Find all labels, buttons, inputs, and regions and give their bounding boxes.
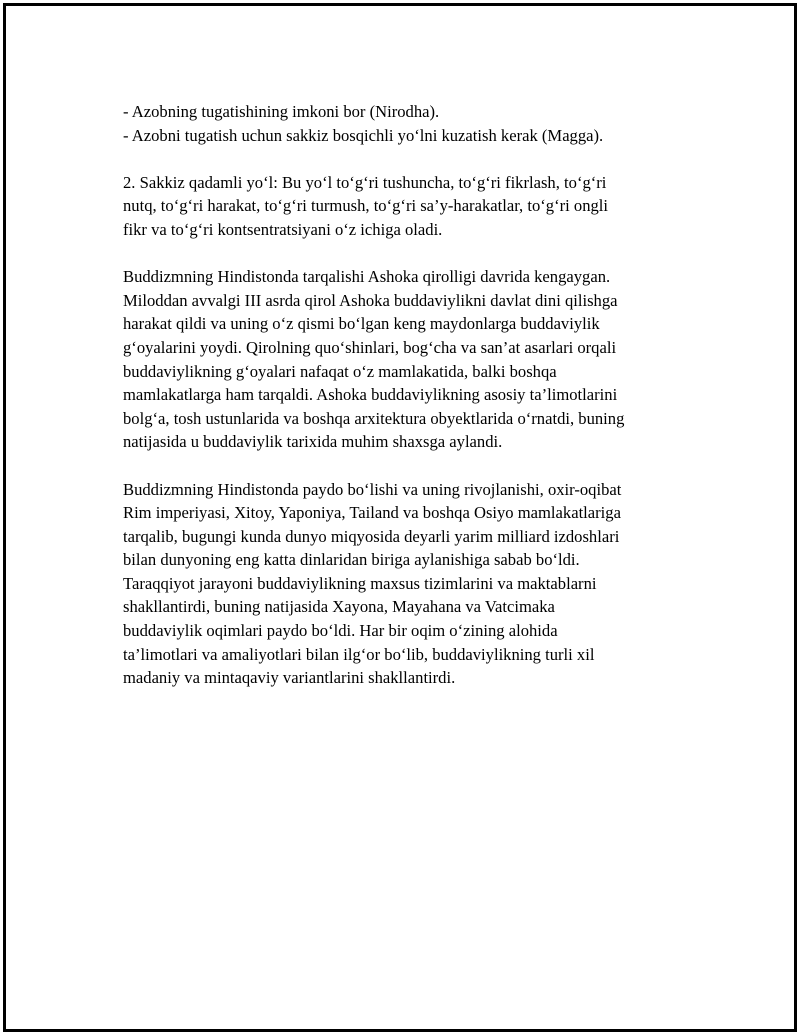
text-line: natijasida u buddaviylik tarixida muhim shaxsga aylandi. bbox=[123, 432, 503, 452]
text-line: harakat qildi va uning o‘z qismi bo‘lgan keng maydonlarga buddaviylik bbox=[123, 314, 600, 334]
bullet-item: - Azobning tugatishining imkoni bor (Nirodha). bbox=[123, 102, 440, 121]
text-line: Miloddan avvalgi III asrda qirol Ashoka buddaviylikni davlat dini qilishga bbox=[123, 290, 618, 310]
paragraph-spread bbox=[123, 478, 683, 690]
text-line: buddaviylikning g‘oyalari nafaqat o‘z mamlakatida, balki boshqa bbox=[123, 361, 557, 381]
text-line: g‘oyalarini yoydi. Qirolning quo‘shinlari, bog‘cha va san’at asarlari orqali bbox=[123, 337, 617, 357]
document-body bbox=[123, 100, 683, 690]
text-line: Buddizmning Hindistonda paydo bo‘lishi va uning rivojlanishi, oxir-oqibat bbox=[123, 479, 622, 499]
paragraph-ashoka bbox=[123, 265, 683, 454]
text-line: 2. Sakkiz qadamli yo‘l: Bu yo‘l to‘g‘ri tushuncha, to‘g‘ri fikrlash, to‘g‘ri bbox=[123, 172, 607, 192]
text-line: fikr va to‘g‘ri kontsentratsiyani o‘z ichiga oladi. bbox=[123, 219, 443, 239]
text-line: bilan dunyoning eng katta dinlaridan biriga aylanishiga sabab bo‘ldi. bbox=[123, 550, 580, 570]
text-line: madaniy va mintaqaviy variantlarini shakllantirdi. bbox=[123, 668, 456, 688]
text-line: mamlakatlarga ham tarqaldi. Ashoka buddaviylikning asosiy ta’limotlarini bbox=[123, 385, 618, 405]
paragraph-eightfold-path bbox=[123, 171, 683, 242]
bullet-item: - Azobni tugatish uchun sakkiz bosqichli yo‘lni kuzatish kerak (Magga). bbox=[123, 125, 604, 145]
page-frame bbox=[3, 3, 797, 1032]
text-line: Rim imperiyasi, Xitoy, Yaponiya, Tailand va boshqa Osiyo mamlakatlariga bbox=[123, 503, 621, 523]
text-line: ta’limotlari va amaliyotlari bilan ilg‘or bo‘lib, buddaviylikning turli xil bbox=[123, 644, 595, 664]
text-line: shakllantirdi, buning natijasida Xayona, Mayahana va Vatcimaka bbox=[123, 597, 555, 617]
text-line: buddaviylik oqimlari paydo bo‘ldi. Har bir oqim o‘zining alohida bbox=[123, 621, 558, 641]
text-line: nutq, to‘g‘ri harakat, to‘g‘ri turmush, to‘g‘ri sa’y-harakatlar, to‘g‘ri ongli bbox=[123, 196, 609, 216]
text-line: bolg‘a, tosh ustunlarida va boshqa arxitektura obyektlarida o‘rnatdi, buning bbox=[123, 408, 625, 428]
text-line: Taraqqiyot jarayoni buddaviylikning maxsus tizimlarini va maktablarni bbox=[123, 573, 597, 593]
text-line: tarqalib, bugungi kunda dunyo miqyosida deyarli yarim milliard izdoshlari bbox=[123, 526, 620, 546]
text-line: Buddizmning Hindistonda tarqalishi Ashoka qirolligi davrida kengaygan. bbox=[123, 267, 611, 287]
bullet-list bbox=[123, 100, 683, 147]
